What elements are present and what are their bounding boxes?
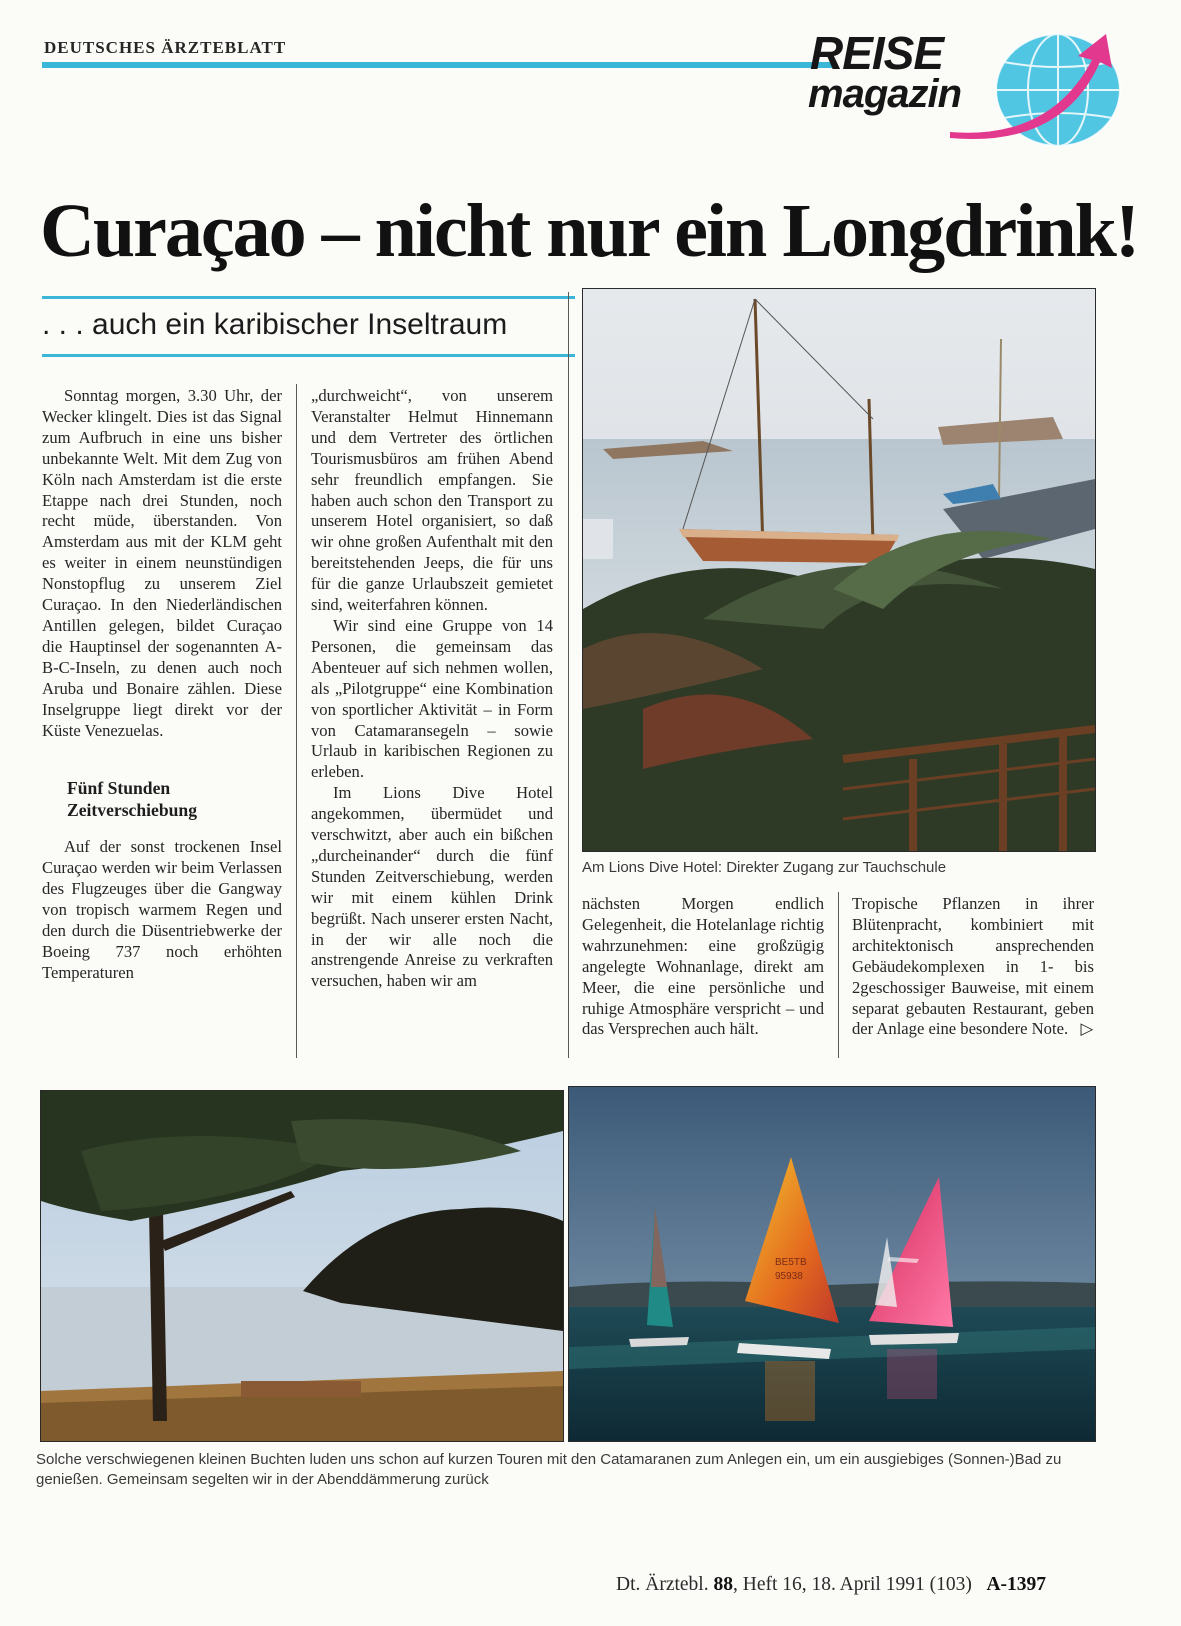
subtitle-rule-top xyxy=(42,296,575,299)
paragraph: Sonntag morgen, 3.30 Uhr, der Wecker klingelt. Dies ist das Signal zum Aufbruch in eine uns bisher unbekannte Welt. Mit dem Zug von Köln nach Amsterdam ist die erste Etappe nach drei Stunden, noch recht müde, überstanden. Von Amsterdam aus mit der KLM geht es weiter in einem neunstündigen Nonstopflug zu unserem Ziel Curaçao. In den Niederländischen Antillen gelegen, bildet Curaçao die Hauptinsel der sogenannten A-B-C-Inseln, zu denen auch noch Aruba und Bonaire zählen. Diese Inselgruppe liegt direkt vor der Küste Venezuelas. xyxy=(42,386,282,740)
text-column-4 xyxy=(852,894,1094,1040)
subtitle-rule-bottom xyxy=(42,354,575,357)
footer-journal: Dt. Ärztebl. xyxy=(616,1574,709,1595)
section-heading-line1: Fünf Stunden xyxy=(67,778,171,799)
sail-label-top: BE5TB xyxy=(775,1257,807,1268)
paragraph: „durchweicht“, von unserem Veranstalter Helmut Hinnemann und dem Vertreter des örtlichen Tourismusbüros am frühen Abend sehr freundlich empfangen. Sie haben auch schon den Transport zu unserem Hotel organisiert, so daß wir ohne großen Aufenthalt mit den bereitstehenden Jeeps, die für uns für die ganze Urlaubszeit gemietet sind, weiterfahren können. xyxy=(311,386,553,615)
paragraph: Auf der sonst trockenen Insel Curaçao werden wir beim Verlassen des Flugzeuges über die Gangway von tropisch warmem Regen und den durch die Düsentriebwerke der Boeing 737 noch erhöhten Temperaturen xyxy=(42,837,282,982)
logo-word-magazin: magazin xyxy=(808,72,962,116)
header-rule xyxy=(42,62,832,68)
photo-bay-tree xyxy=(40,1090,564,1442)
continue-arrow-icon: ▷ xyxy=(1080,1019,1094,1039)
sail-label-bottom: 95938 xyxy=(775,1271,803,1282)
photo-caption-top: Am Lions Dive Hotel: Direkter Zugang zur Tauchschule xyxy=(582,859,947,876)
text-column-1 xyxy=(42,386,282,984)
text-column-3 xyxy=(582,894,824,1040)
page-footer xyxy=(616,1574,1046,1596)
column-rule xyxy=(838,892,839,1058)
section-heading-line2: Zeitverschiebung xyxy=(67,800,197,821)
column-rule xyxy=(296,384,297,1058)
paragraph: Im Lions Dive Hotel angekommen, übermüdet und verschwitzt, aber auch ein bißchen „durcheinander“ durch die fünf Stunden Zeitverschiebung, werden wir mit einem kühlen Drink begrüßt. Nach unserer ersten Nacht, in der wir alle noch die anstrengende Anreise zu verkraften versuchen, haben wir am xyxy=(311,783,553,991)
article-subtitle: . . . auch ein karibischer Inseltraum xyxy=(42,308,508,341)
column-rule xyxy=(568,292,569,1058)
paragraph: nächsten Morgen endlich Gelegenheit, die Hotelanlage richtig wahrzunehmen: eine großzügig angelegte Wohnanlage, direkt am Meer, die eine persönliche und ruhige Atmosphäre verspricht – und das Versprechen auch hält. xyxy=(582,894,824,1039)
logo-word-reise: REISE xyxy=(810,27,944,79)
photo-caption-bottom: Solche verschwiegenen kleinen Buchten luden uns schon auf kurzen Touren mit den Catamaranen zum Anlegen ein, um ein ausgiebiges (Sonnen-)Bad zu genießen. Gemeinsam segelten wir in der Abenddämmerung zurück xyxy=(36,1451,1062,1488)
photo-catamarans xyxy=(568,1086,1096,1442)
photo-lions-dive-hotel xyxy=(582,288,1096,852)
paragraph: Tropische Pflanzen in ihrer Blütenpracht, kombiniert mit architektonisch ansprechenden Gebäudekomplexen in 1- bis 2geschossiger Bauweise, mit einem separat gebauten Restaurant, geben der Anlage eine besondere Note. xyxy=(852,894,1094,1039)
article-title: Curaçao – nicht nur ein Longdrink! xyxy=(40,189,1139,273)
footer-issue: , Heft 16, 18. April 1991 (103) xyxy=(732,1574,972,1595)
footer-page-number: A-1397 xyxy=(986,1574,1047,1595)
footer-volume: 88 xyxy=(713,1574,733,1595)
reise-magazin-logo xyxy=(800,20,1140,150)
paragraph: Wir sind eine Gruppe von 14 Personen, die gemeinsam das Abenteuer auf sich nehmen wollen, als „Pilotgruppe“ eine Kombination von sportlicher Aktivität – in Form von Catamaransegeln – sowie Urlaub in karibischen Regionen zu erleben. xyxy=(311,615,553,782)
journal-name: DEUTSCHES ÄRZTEBLATT xyxy=(44,38,287,57)
text-column-2 xyxy=(311,386,553,992)
